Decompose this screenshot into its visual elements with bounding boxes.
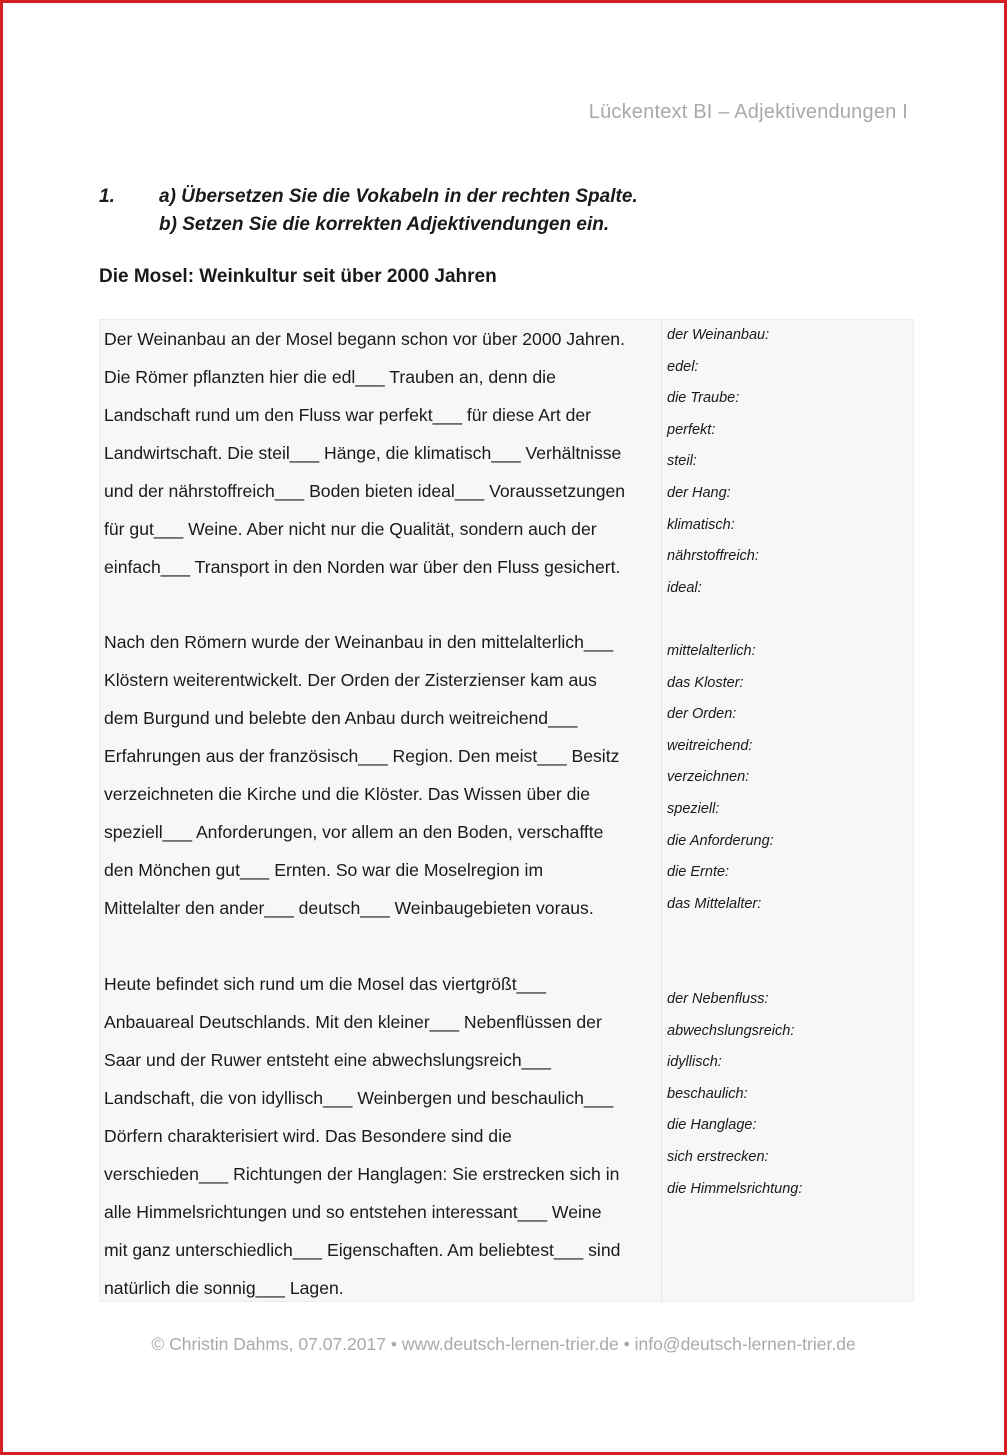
text-line: Saar und der Ruwer entsteht eine abwechslungsreich___ <box>104 1050 551 1070</box>
header-title: Lückentext BI – Adjektivendungen I <box>588 101 908 123</box>
text-line: Heute befindet sich rund um die Mosel das viertgrößt___ <box>104 974 547 994</box>
vocab-item: der Nebenfluss: <box>667 991 769 1007</box>
paragraph-2 <box>104 623 660 927</box>
task-number: 1. <box>99 186 115 207</box>
vocab-group-3 <box>667 984 907 1205</box>
text-vocab-table <box>99 319 914 1302</box>
vocab-item: der Orden: <box>667 706 737 723</box>
text-line: alle Himmelsrichtungen und so entstehen interessant___ Weine <box>104 1202 602 1222</box>
text-line: Der Weinanbau an der Mosel begann schon vor über 2000 Jahren. <box>104 329 625 349</box>
text-line: dem Burgund und belebte den Anbau durch weitreichend___ <box>104 708 578 728</box>
paragraph-1 <box>104 320 660 586</box>
text-line: speziell___ Anforderungen, vor allem an den Boden, verschaffte <box>104 822 604 842</box>
vocab-item: weitreichend: <box>667 737 753 754</box>
vocab-item: sich erstrecken: <box>667 1148 769 1165</box>
text-line: natürlich die sonnig___ Lagen. <box>104 1278 344 1298</box>
vocab-item: steil: <box>667 453 697 470</box>
task-line-b: b) Setzen Sie die korrekten Adjektivendungen ein. <box>159 214 610 235</box>
text-line: Nach den Römern wurde der Weinanbau in den mittelalterlich___ <box>104 632 614 652</box>
vocab-item: abwechslungsreich: <box>667 1022 795 1039</box>
vocab-item: beschaulich: <box>667 1085 748 1102</box>
vocab-item: mittelalterlich: <box>667 643 756 659</box>
text-line: Die Römer pflanzten hier die edl___ Trauben an, denn die <box>104 367 556 387</box>
vocab-item: der Hang: <box>667 484 731 501</box>
task-line-a: a) Übersetzen Sie die Vokabeln in der rechten Spalte. <box>159 186 638 207</box>
text-line: einfach___ Transport in den Norden war über den Fluss gesichert. <box>104 557 621 577</box>
text-line: Anbauareal Deutschlands. Mit den kleiner___ Nebenflüssen der <box>104 1012 602 1032</box>
text-line: für gut___ Weine. Aber nicht nur die Qualität, sondern auch der <box>104 519 597 539</box>
text-line: den Mönchen gut___ Ernten. So war die Moselregion im <box>104 860 544 880</box>
vocab-item: die Hanglage: <box>667 1117 757 1134</box>
vocab-item: speziell: <box>667 800 720 817</box>
vocab-item: das Kloster: <box>667 674 744 691</box>
vocab-item: die Anforderung: <box>667 832 774 849</box>
vocab-item: ideal: <box>667 579 702 596</box>
section-title: Die Mosel: Weinkultur seit über 2000 Jahren <box>99 266 497 287</box>
text-line: und der nährstoffreich___ Boden bieten ideal___ Voraussetzungen <box>104 481 626 501</box>
vocab-item: die Traube: <box>667 390 740 407</box>
vocab-item: der Weinanbau: <box>667 327 770 343</box>
text-line: Klöstern weiterentwickelt. Der Orden der Zisterzienser kam aus <box>104 670 597 690</box>
text-line: Landschaft rund um den Fluss war perfekt___ für diese Art der <box>104 405 592 425</box>
vocab-group-1 <box>667 320 907 604</box>
vocab-item: klimatisch: <box>667 516 735 533</box>
column-divider <box>661 320 662 1301</box>
vocab-item: die Ernte: <box>667 864 730 881</box>
text-line: mit ganz unterschiedlich___ Eigenschaften. Am beliebtest___ sind <box>104 1240 621 1260</box>
vocab-item: perfekt: <box>667 421 716 438</box>
text-line: verschieden___ Richtungen der Hanglagen: Sie erstrecken sich in <box>104 1164 620 1184</box>
vocab-item: nährstoffreich: <box>667 548 759 565</box>
vocab-item: die Himmelsrichtung: <box>667 1180 803 1197</box>
text-line: Erfahrungen aus der französisch___ Region. Den meist___ Besitz <box>104 746 620 766</box>
vocab-group-2 <box>667 636 907 920</box>
text-line: Landschaft, die von idyllisch___ Weinbergen und beschaulich___ <box>104 1088 614 1108</box>
text-line: Dörfern charakterisiert wird. Das Besondere sind die <box>104 1126 512 1146</box>
text-line: Mittelalter den ander___ deutsch___ Weinbaugebieten voraus. <box>104 898 594 918</box>
text-line: verzeichneten die Kirche und die Klöster. Das Wissen über die <box>104 784 591 804</box>
text-line: Landwirtschaft. Die steil___ Hänge, die klimatisch___ Verhältnisse <box>104 443 622 463</box>
footer-copyright: © Christin Dahms, 07.07.2017 • www.deutsch-lernen-trier.de • info@deutsch-lernen-trier.de <box>151 1334 856 1354</box>
vocab-item: verzeichnen: <box>667 769 750 786</box>
vocab-item: edel: <box>667 358 699 375</box>
vocab-item: das Mittelalter: <box>667 895 762 912</box>
paragraph-3 <box>104 965 660 1307</box>
vocab-item: idyllisch: <box>667 1054 722 1071</box>
